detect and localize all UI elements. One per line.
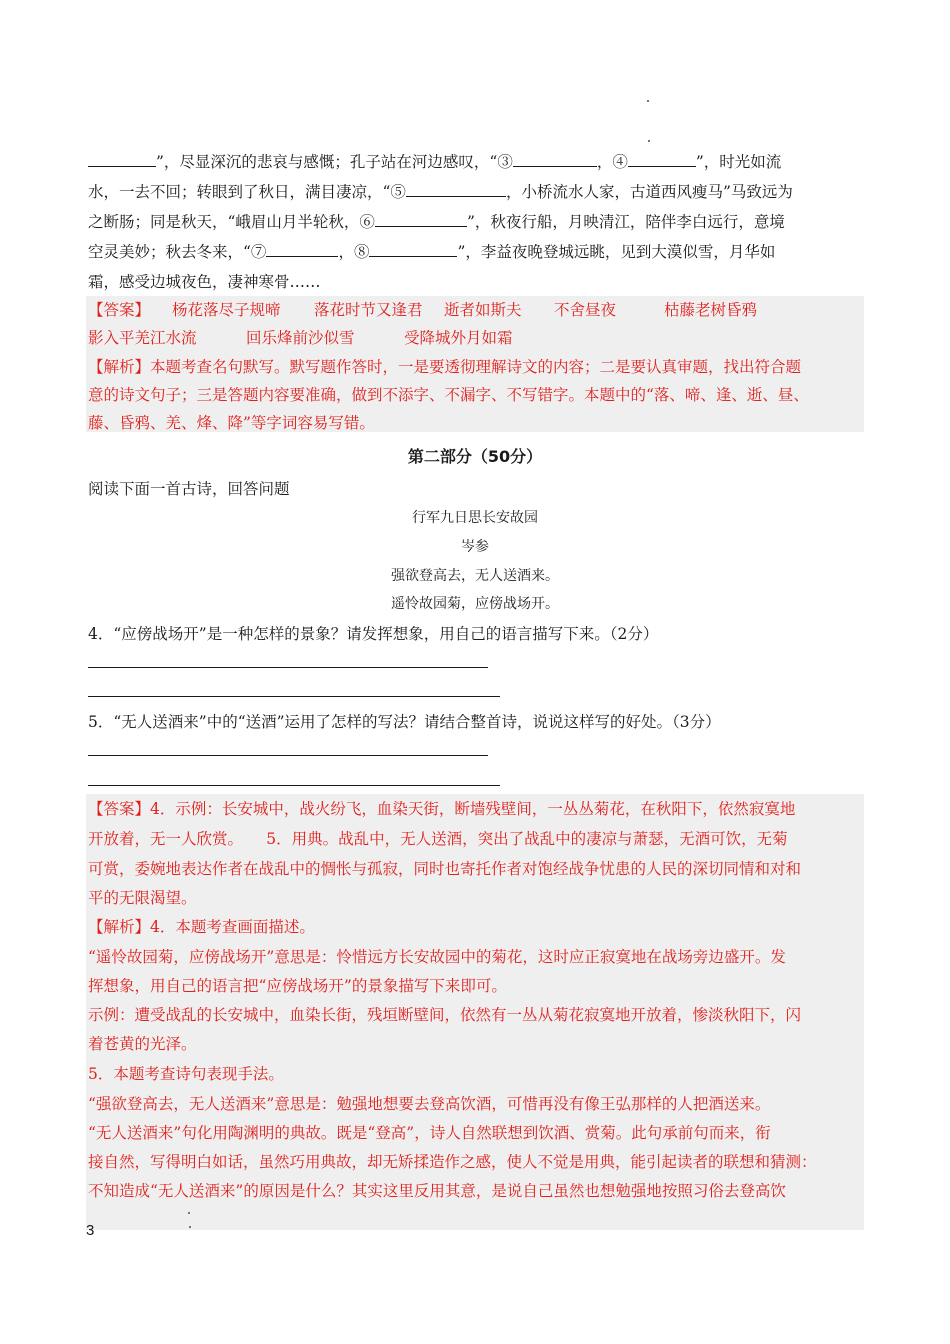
poem-line-2: 遥怜故园菊，应傍战场开。 [391, 596, 559, 612]
poem-line-1: 强欲登高去，无人送酒来。 [391, 568, 559, 584]
analysis-1-line-3: 藤、昏鸦、羌、烽、降”等字词容易写错。 [88, 414, 375, 432]
answer-1-row-2: 影入平羌江水流 回乐烽前沙似雪 受降城外月如霜 [88, 329, 513, 347]
answer-blank [628, 148, 696, 167]
analysis-2-line-4: 示例：遭受战乱的长安城中，血染长街，残垣断壁间，依然有一丛从菊花寂寞地开放着，惨淡秋阳下，闪 [88, 1006, 802, 1024]
answer-2-line-4: 平的无限渴望。 [88, 889, 197, 907]
answer-rule [88, 785, 500, 786]
answer-rule [88, 755, 488, 756]
scan-speck [188, 1212, 190, 1214]
scan-speck [647, 100, 649, 102]
analysis-2-line-9: 接自然，写得明白如话，虽然巧用典故，却无矫揉造作之感，使人不觉是用典，能引起读者的联想和猜测： [88, 1153, 817, 1171]
question-5: 5．“无人送酒来”中的“送酒”运用了怎样的写法？请结合整首诗，说说这样写的好处。（3分） [88, 713, 721, 731]
analysis-2-line-10: 不知造成“无人送酒来”的原因是什么？其实这里反用其意，是说自己虽然也想勉强地按照习俗去登高饮 [88, 1182, 786, 1200]
poem-author: 岑参 [461, 539, 489, 555]
answer-blank [88, 148, 156, 167]
analysis-2-line-7: “强欲登高去，无人送酒来”意思是：勉强地想要去登高饮酒，可惜再没有像王弘那样的人把酒送来。 [88, 1095, 771, 1113]
scan-speck [648, 140, 650, 142]
section-title: 第二部分（50分） [407, 447, 543, 466]
answer-rule [88, 667, 488, 668]
passage-line-1: ”，尽显深沉的悲哀与感慨；孔子站在河边感叹，“③ ，④ ”，时光如流 [88, 147, 866, 177]
analysis-2-line-6: 5．本题考查诗句表现手法。 [88, 1065, 284, 1083]
instruction-text: 阅读下面一首古诗，回答问题 [88, 480, 290, 498]
analysis-2-line-3: 挥想象，用自己的语言把“应傍战场开”的景象描写下来即可。 [88, 977, 507, 995]
answer-2-line-1: 【答案】4．示例：长安城中，战火纷飞，血染天街，断墙残壁间，一丛丛菊花，在秋阳下，依然寂寞地 [88, 800, 796, 818]
answer-1-row-1: 【答案】 杨花落尽子规啼 落花时节又逢君 逝者如斯夫 不舍昼夜 枯藤老树昏鸦 [88, 296, 866, 324]
analysis-1-line-2: 意的诗文句子；三是答题内容要准确，做到不添字、不漏字、不写错字。本题中的“落、啼、逢、逝、昼、 [88, 386, 809, 404]
answer-blank [375, 208, 467, 227]
answer-2-line-3: 可赏，委婉地表达作者在战乱中的惆怅与孤寂，同时也寄托作者对饱经战争忧患的人民的深切同情和对和 [88, 860, 802, 878]
answer-rule [88, 696, 500, 697]
analysis-2-line-5: 着苍黄的光泽。 [88, 1035, 197, 1053]
answer-blank [513, 148, 597, 167]
scan-speck [189, 1226, 191, 1228]
analysis-2-line-8: “无人送酒来”句化用陶渊明的典故。既是“登高”，诗人自然联想到饮酒、赏菊。此句承前句而来，衔 [88, 1124, 771, 1142]
answer-blank [406, 178, 506, 197]
analysis-2-line-2: “遥怜故园菊，应傍战场开”意思是：怜惜远方长安故园中的菊花，这时应正寂寞地在战场旁边盛开。发 [88, 948, 786, 966]
passage-line-3: 之断肠；同是秋天，“峨眉山月半轮秋，⑥ ”，秋夜行船，月映清江，陪伴李白远行，意境 [88, 207, 866, 237]
answer-blank [266, 238, 338, 257]
passage-line-4: 空灵美妙；秋去冬来，“⑦ ，⑧ ”，李益夜晚登城远眺，见到大漠似雪，月华如 [88, 237, 866, 267]
analysis-1-line-1: 【解析】本题考查名句默写。默写题作答时，一是要透彻理解诗文的内容；二是要认真审题，找出符合题 [88, 358, 802, 376]
page-number: 3 [86, 1222, 95, 1239]
question-4: 4．“应傍战场开”是一种怎样的景象？请发挥想象，用自己的语言描写下来。（2分） [88, 625, 659, 643]
answer-label: 【答案】 [88, 301, 151, 319]
answer-blank [369, 238, 457, 257]
passage-line-2: 水，一去不回；转眼到了秋日，满目凄凉，“⑤ ，小桥流水人家，古道西风瘦马”马致远为 [88, 177, 866, 207]
analysis-2-line-1: 【解析】4．本题考查画面描述。 [88, 918, 315, 936]
passage-line-5: 霜，感受边城夜色，凄神寒骨…… [88, 273, 321, 291]
poem-title: 行军九日思长安故园 [412, 510, 538, 526]
answer-2-line-2: 开放着，无一人欣赏。 5．用典。战乱中，无人送酒，突出了战乱中的凄凉与萧瑟，无酒可饮，无菊 [88, 830, 788, 848]
